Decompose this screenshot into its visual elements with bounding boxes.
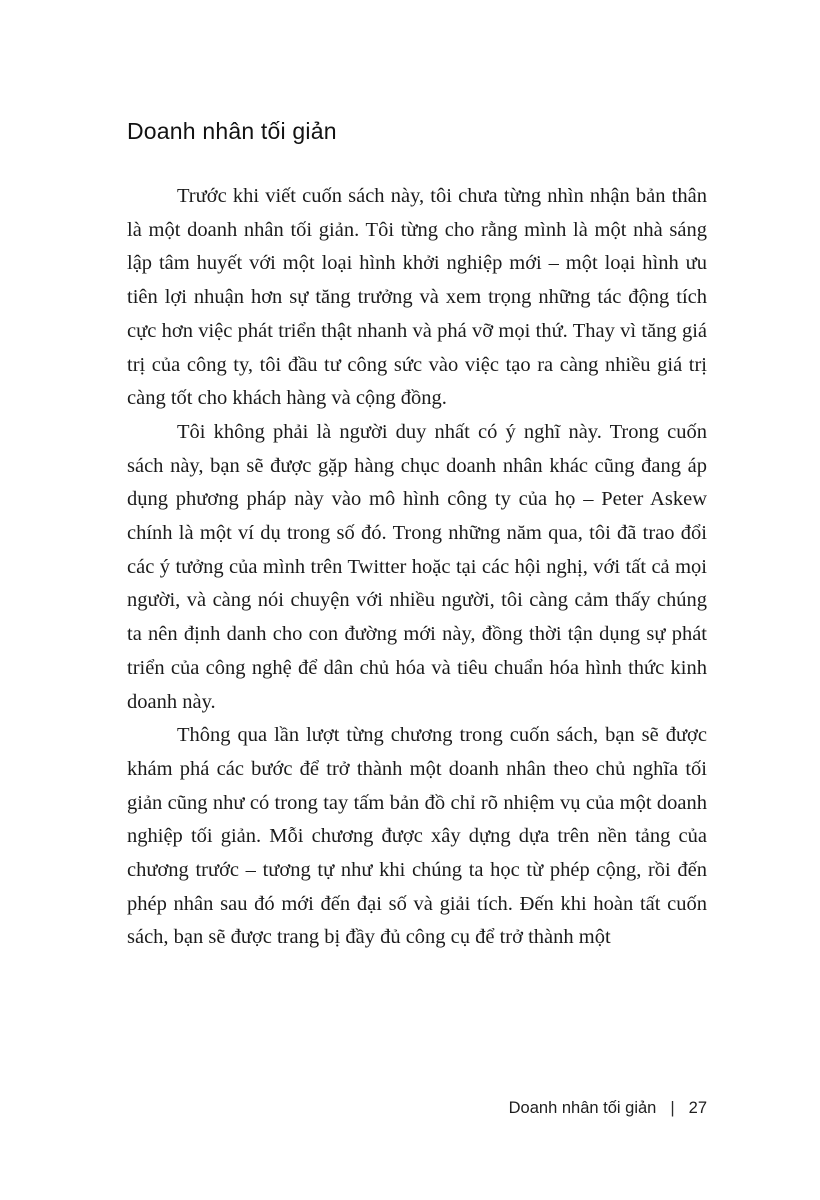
page-heading: Doanh nhân tối giản bbox=[127, 118, 337, 144]
footer-book-title: Doanh nhân tối giản bbox=[508, 1099, 657, 1117]
paragraph: Trước khi viết cuốn sách này, tôi chưa từng nhìn nhận bản thân là một doanh nhân tối giản. Tôi từng cho rằng mình là một nhà sáng lập tâm huyết với một loại hình khởi nghiệp mới – một loại hình ưu tiên lợi nhuận hơn sự tăng trưởng và xem trọng những tác động tích cực hơn việc phát triển thật nhanh và phá vỡ mọi thứ. Thay vì tăng giá trị của công ty, tôi đầu tư công sức vào việc tạo ra càng nhiều giá trị càng tốt cho khách hàng và cộng đồng. bbox=[127, 185, 707, 410]
footer-page-number: 27 bbox=[688, 1099, 707, 1117]
body-text bbox=[127, 180, 707, 955]
footer-separator: | bbox=[670, 1099, 675, 1117]
paragraph: Thông qua lần lượt từng chương trong cuốn sách, bạn sẽ được khám phá các bước để trở thành một doanh nhân theo chủ nghĩa tối giản cũng như có trong tay tấm bản đồ chỉ rõ nhiệm vụ của một doanh nghiệp tối giản. Mỗi chương được xây dựng dựa trên nền tảng của chương trước – tương tự như khi chúng ta học từ phép cộng, rồi đến phép nhân sau đó mới đến đại số và giải tích. Đến khi hoàn tất cuốn sách, bạn sẽ được trang bị đầy đủ công cụ để trở thành một bbox=[127, 724, 707, 949]
paragraph: Tôi không phải là người duy nhất có ý nghĩ này. Trong cuốn sách này, bạn sẽ được gặp hàng chục doanh nhân khác cũng đang áp dụng phương pháp này vào mô hình công ty của họ – Peter Askew chính là một ví dụ trong số đó. Trong những năm qua, tôi đã trao đổi các ý tưởng của mình trên Twitter hoặc tại các hội nghị, với tất cả mọi người, và càng nói chuyện với nhiều người, tôi càng cảm thấy chúng ta nên định danh cho con đường mới này, đồng thời tận dụng sự phát triển của công nghệ để dân chủ hóa và tiêu chuẩn hóa hình thức kinh doanh này. bbox=[127, 420, 707, 713]
page-footer bbox=[127, 1099, 707, 1118]
